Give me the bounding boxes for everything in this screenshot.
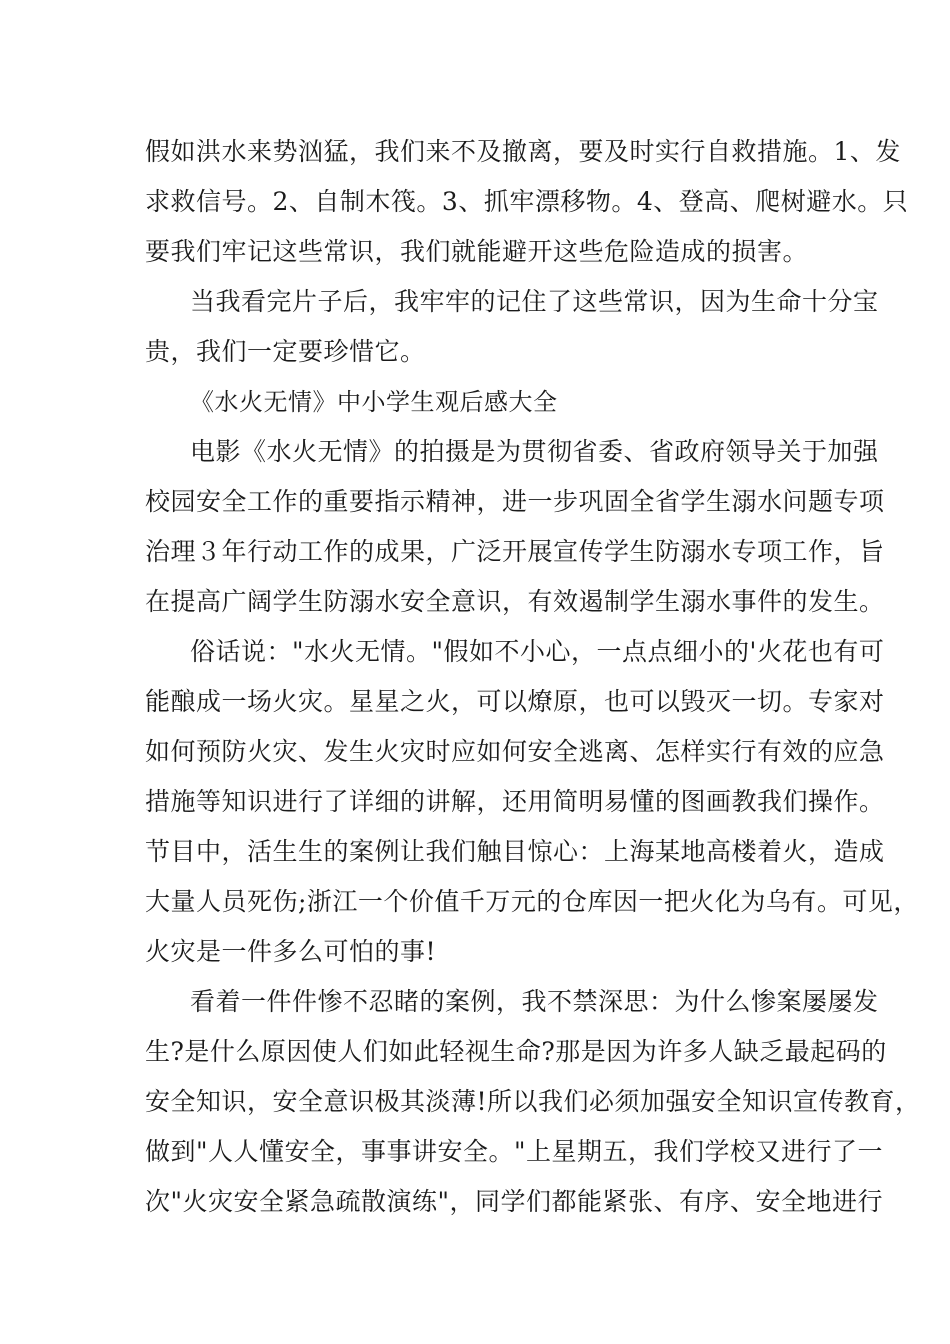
paragraph-line: 看着一件件惨不忍睹的案例，我不禁深思：为什么惨案屡屡发: [190, 987, 879, 1016]
paragraph-line: 生?是什么原因使人们如此轻视生命?那是因为许多人缺乏最起码的: [145, 1037, 887, 1066]
paragraph-line: 假如洪水来势汹猛，我们来不及撤离，要及时实行自救措施。1、发: [145, 137, 901, 166]
paragraph-line: 在提高广阔学生防溺水安全意识，有效遏制学生溺水事件的发生。: [145, 587, 885, 616]
paragraph-line: 电影《水火无情》的拍摄是为贯彻省委、省政府领导关于加强: [190, 437, 879, 466]
paragraph-line: 如何预防火灾、发生火灾时应如何安全逃离、怎样实行有效的应急: [145, 737, 885, 766]
paragraph-line: 俗话说："水火无情。"假如不小心，一点点细小的'火花也有可: [190, 637, 885, 666]
paragraph-line: 能酿成一场火灾。星星之火，可以燎原，也可以毁灭一切。专家对: [145, 687, 885, 716]
paragraph-line: 贵，我们一定要珍惜它。: [145, 337, 426, 366]
paragraph-line: 措施等知识进行了详细的讲解，还用简明易懂的图画教我们操作。: [145, 787, 885, 816]
paragraph-line: 当我看完片子后，我牢牢的记住了这些常识，因为生命十分宝: [190, 287, 879, 316]
paragraph-line: 校园安全工作的重要指示精神，进一步巩固全省学生溺水问题专项: [145, 487, 885, 516]
paragraph-line: 火灾是一件多么可怕的事!: [145, 937, 437, 966]
paragraph-line: 安全知识，安全意识极其淡薄!所以我们必须加强安全知识宣传教育，: [145, 1087, 921, 1116]
paragraph-line: 求救信号。2、自制木筏。3、抓牢漂移物。4、登高、爬树避水。只: [145, 187, 909, 216]
paragraph-line: 要我们牢记这些常识，我们就能避开这些危险造成的损害。: [145, 237, 809, 266]
section-title: 《水火无情》中小学生观后感大全: [190, 388, 558, 416]
paragraph-line: 做到"人人懂安全，事事讲安全。"上星期五，我们学校又进行了一: [145, 1137, 884, 1166]
paragraph-line: 大量人员死伤;浙江一个价值千万元的仓库因一把火化为乌有。可见，: [145, 887, 919, 916]
paragraph-line: 治理３年行动工作的成果，广泛开展宣传学生防溺水专项工作，旨: [145, 537, 885, 566]
paragraph-line: 次"火灾安全紧急疏散演练"，同学们都能紧张、有序、安全地进行: [145, 1187, 884, 1216]
paragraph-line: 节目中，活生生的案例让我们触目惊心：上海某地高楼着火，造成: [145, 837, 885, 866]
